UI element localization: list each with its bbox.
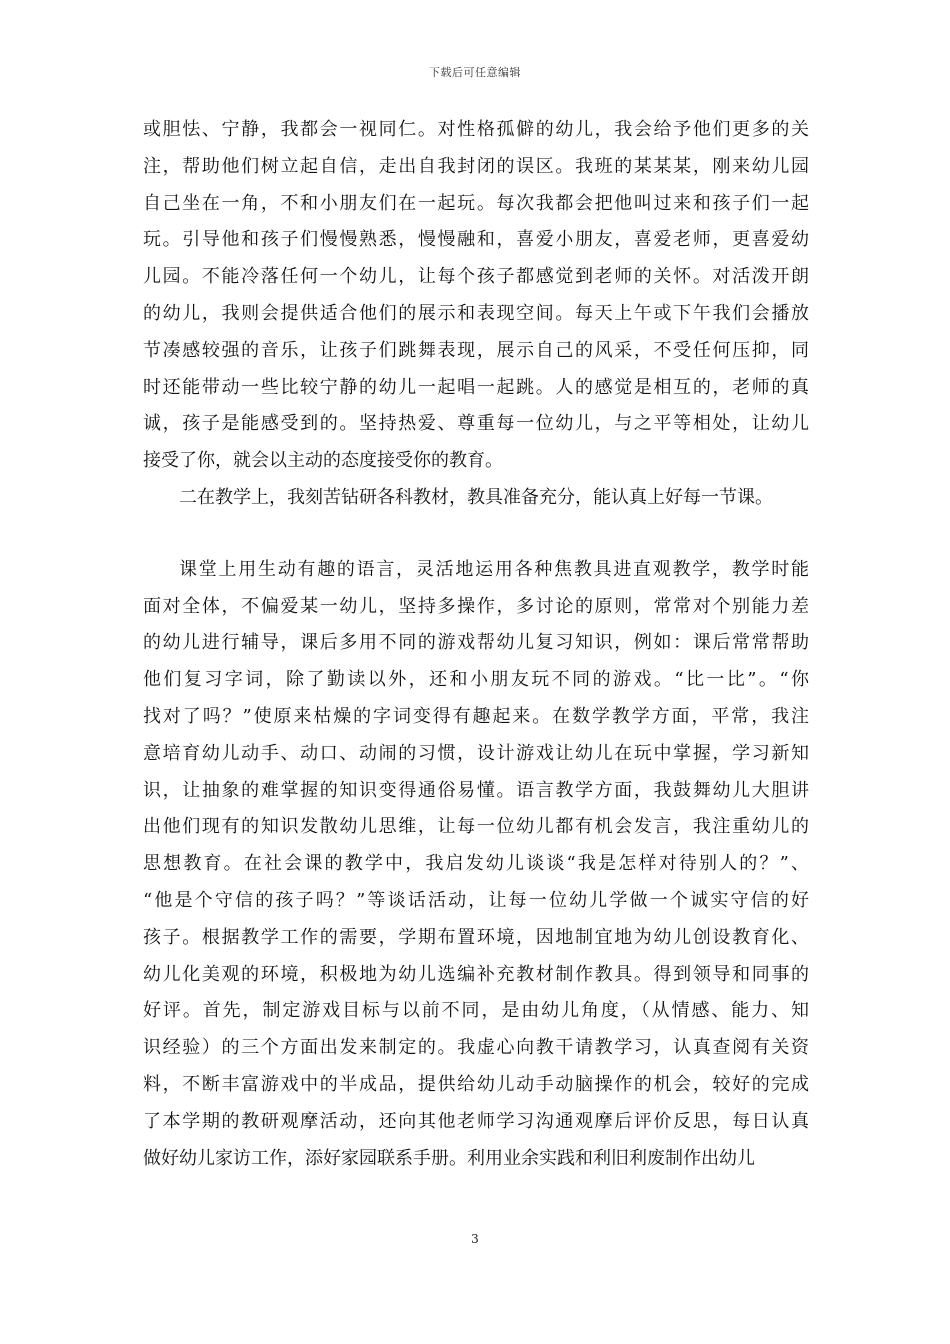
paragraph xyxy=(143,112,809,480)
text-line: 时还能带动一些比较宁静的幼儿一起唱一起跳。人的感觉是相互的，老师的真 xyxy=(143,376,809,398)
text-line: 出他们现有的知识发散幼儿思维，让每一位幼儿都有机会发言，我注重幼儿的 xyxy=(143,816,809,838)
text-line: 儿园。不能冷落任何一个幼儿，让每个孩子都感觉到老师的关怀。对活泼开朗 xyxy=(143,266,809,288)
paragraph xyxy=(143,552,809,1178)
text-line: 幼儿化美观的环境，积极地为幼儿选编补充教材制作教具。得到领导和同事的 xyxy=(143,963,809,985)
text-line: 好评。首先，制定游戏目标与以前不同，是由幼儿角度，（从情感、能力、知 xyxy=(143,1000,809,1022)
text-line: 的幼儿进行辅导，课后多用不同的游戏帮幼儿复习知识，例如：课后常常帮助 xyxy=(143,632,809,654)
text-line: 节凑感较强的音乐，让孩子们跳舞表现，展示自己的风采，不受任何压抑，同 xyxy=(143,339,809,361)
text-line: 课堂上用生动有趣的语言，灵活地运用各种焦教具进直观教学，教学时能 xyxy=(179,558,809,580)
text-line: 自己坐在一角，不和小朋友们在一起玩。每次我都会把他叫过来和孩子们一起 xyxy=(143,192,809,214)
text-line: 意培育幼儿动手、动口、动闹的习惯，设计游戏让幼儿在玩中掌握，学习新知 xyxy=(143,742,809,764)
text-line: 做好幼儿家访工作，添好家园联系手册。利用业余实践和利旧利废制作出幼儿 xyxy=(143,1147,755,1169)
paragraph-gap xyxy=(143,517,809,552)
text-line: 的幼儿，我则会提供适合他们的展示和表现空间。每天上午或下午我们会播放 xyxy=(143,302,809,324)
text-line: 诚，孩子是能感受到的。坚持热爱、尊重每一位幼儿，与之平等相处，让幼儿 xyxy=(143,413,809,435)
text-line: 注，帮助他们树立起自信，走出自我封闭的误区。我班的某某某，刚来幼儿园 xyxy=(143,155,809,177)
page-number: 3 xyxy=(471,1232,479,1246)
text-line: 他们复习字词，除了勤读以外，还和小朋友玩不同的游戏。“比一比”。“你 xyxy=(143,669,809,691)
text-line: 面对全体，不偏爱某一幼儿，坚持多操作，多讨论的原则，常常对个别能力差 xyxy=(143,595,809,617)
text-line: 二在教学上，我刻苦钻研各科教材，教具准备充分，能认真上好每一节课。 xyxy=(179,486,773,508)
text-line: 找对了吗？”使原来枯燥的字词变得有趣起来。在数学教学方面，平常，我注 xyxy=(143,705,809,727)
text-line: “他是个守信的孩子吗？”等谈话活动，让每一位幼儿学做一个诚实守信的好 xyxy=(143,889,809,911)
paragraph xyxy=(143,480,809,517)
text-line: 了本学期的教研观摩活动，还向其他老师学习沟通观摩后评价反思，每日认真 xyxy=(143,1110,809,1132)
text-line: 玩。引导他和孩子们慢慢熟悉，慢慢融和，喜爱小朋友，喜爱老师，更喜爱幼 xyxy=(143,229,809,251)
page-header: 下载后可任意编辑 xyxy=(429,66,521,79)
document-body xyxy=(143,112,809,1177)
text-line: 思想教育。在社会课的教学中，我启发幼儿谈谈“我是怎样对待别人的？”、 xyxy=(143,853,809,875)
text-line: 孩子。根据教学工作的需要，学期布置环境，因地制宜地为幼儿创设教育化、 xyxy=(143,926,809,948)
text-line: 或胆怯、宁静，我都会一视同仁。对性格孤僻的幼儿，我会给予他们更多的关 xyxy=(143,119,809,140)
text-line: 接受了你，就会以主动的态度接受你的教育。 xyxy=(143,450,503,472)
text-line: 料，不断丰富游戏中的半成品，提供给幼儿动手动脑操作的机会，较好的完成 xyxy=(143,1073,809,1095)
text-line: 识经验）的三个方面出发来制定的。我虚心向教干请教学习，认真查阅有关资 xyxy=(143,1037,809,1059)
text-line: 识，让抽象的难掌握的知识变得通俗易懂。语言教学方面，我鼓舞幼儿大胆讲 xyxy=(143,779,809,801)
